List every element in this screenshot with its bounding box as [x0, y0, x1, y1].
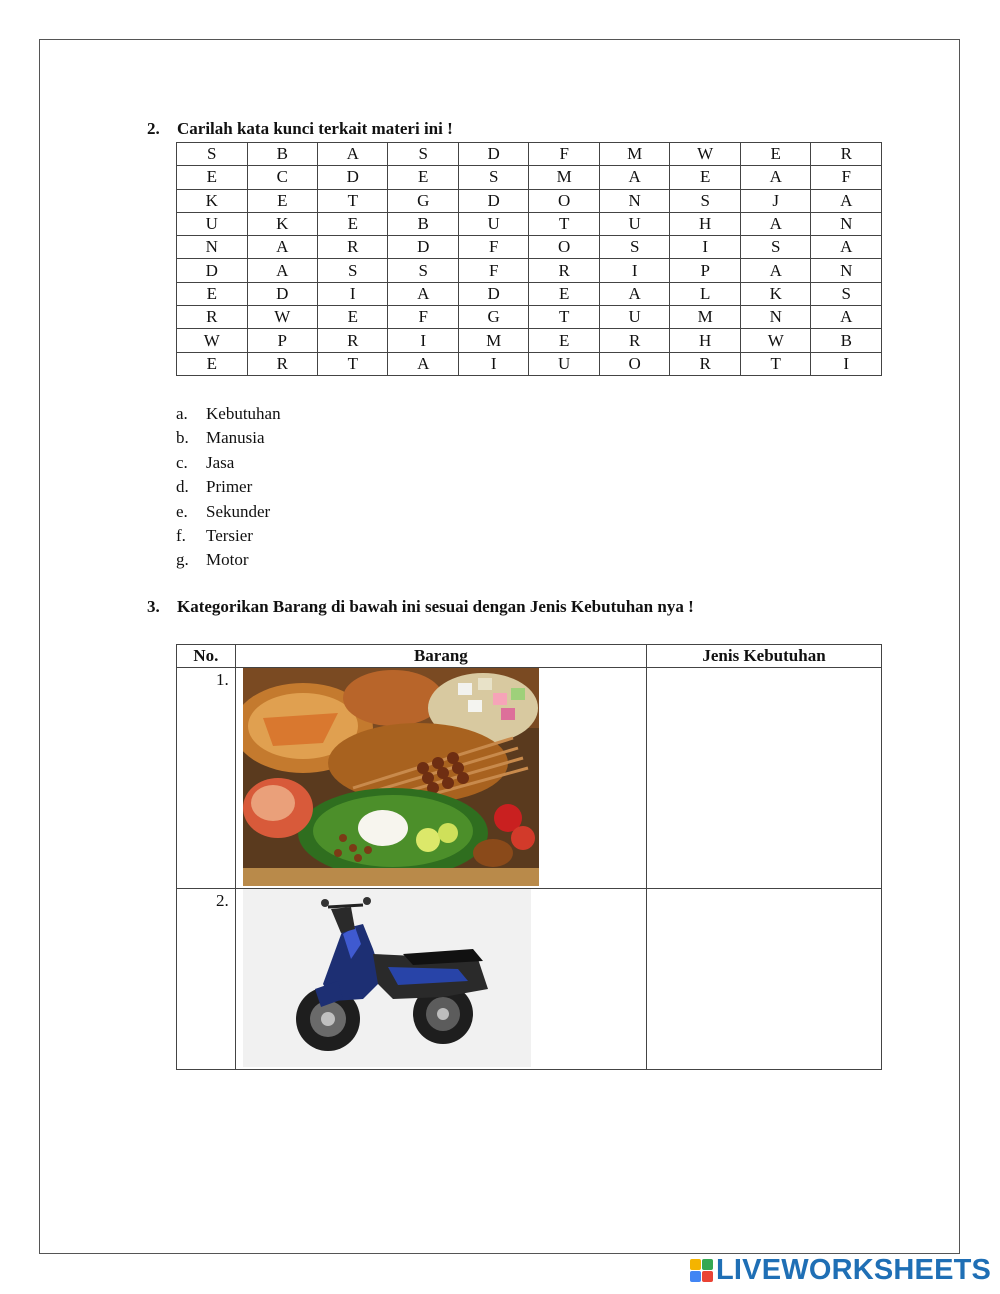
- grid-letter-cell[interactable]: F: [388, 306, 458, 329]
- grid-letter-cell[interactable]: D: [247, 282, 318, 305]
- grid-letter-cell[interactable]: I: [458, 352, 529, 375]
- grid-letter-cell[interactable]: M: [529, 166, 600, 189]
- grid-letter-cell[interactable]: S: [388, 143, 458, 166]
- grid-letter-cell[interactable]: R: [247, 352, 318, 375]
- grid-letter-cell[interactable]: R: [318, 329, 388, 352]
- grid-row: [177, 236, 882, 259]
- grid-letter-cell[interactable]: E: [177, 166, 248, 189]
- logo-blocks-icon: [690, 1259, 713, 1282]
- grid-row: [177, 282, 882, 305]
- grid-letter-cell[interactable]: I: [599, 259, 670, 282]
- grid-letter-cell[interactable]: W: [740, 329, 811, 352]
- logo-text: LIVEWORKSHEETS: [716, 1253, 992, 1286]
- list-item: [176, 524, 281, 548]
- grid-letter-cell[interactable]: E: [318, 306, 388, 329]
- list-item: [176, 548, 281, 572]
- food-platter-image: [243, 668, 539, 886]
- grid-letter-cell[interactable]: E: [177, 352, 248, 375]
- grid-letter-cell[interactable]: O: [529, 236, 600, 259]
- list-item-letter: e.: [176, 501, 188, 521]
- grid-letter-cell[interactable]: S: [599, 236, 670, 259]
- list-item: [176, 475, 281, 499]
- grid-letter-cell[interactable]: E: [529, 282, 600, 305]
- grid-letter-cell[interactable]: E: [670, 166, 741, 189]
- grid-letter-cell[interactable]: A: [247, 236, 318, 259]
- header-no: No.: [177, 645, 236, 668]
- grid-letter-cell[interactable]: D: [177, 259, 248, 282]
- grid-letter-cell[interactable]: S: [811, 282, 882, 305]
- grid-letter-cell[interactable]: A: [599, 282, 670, 305]
- list-item: [176, 426, 281, 450]
- grid-letter-cell[interactable]: O: [599, 352, 670, 375]
- grid-letter-cell[interactable]: A: [599, 166, 670, 189]
- question-2-title: [147, 119, 453, 139]
- question-2-text: Carilah kata kunci terkait materi ini !: [177, 119, 453, 138]
- grid-letter-cell[interactable]: S: [458, 166, 529, 189]
- keyword-list: [176, 402, 281, 573]
- list-item-word: Primer: [206, 477, 253, 497]
- list-item: [176, 451, 281, 475]
- grid-letter-cell[interactable]: J: [740, 189, 811, 212]
- grid-row: [177, 166, 882, 189]
- grid-letter-cell[interactable]: M: [458, 329, 529, 352]
- question-3-number: 3.: [147, 597, 160, 616]
- grid-letter-cell[interactable]: M: [599, 143, 670, 166]
- list-item-word: Kebutuhan: [206, 404, 281, 423]
- grid-row: [177, 212, 882, 235]
- list-item: [176, 500, 281, 524]
- grid-letter-cell[interactable]: E: [247, 189, 318, 212]
- category-table: [176, 644, 882, 1070]
- grid-letter-cell[interactable]: U: [529, 352, 600, 375]
- grid-letter-cell[interactable]: I: [811, 352, 882, 375]
- grid-letter-cell[interactable]: H: [670, 329, 741, 352]
- grid-letter-cell[interactable]: O: [529, 189, 600, 212]
- grid-letter-cell[interactable]: S: [388, 259, 458, 282]
- header-jenis-kebutuhan: Jenis Kebutuhan: [647, 645, 882, 668]
- grid-letter-cell[interactable]: R: [177, 306, 248, 329]
- grid-letter-cell[interactable]: R: [318, 236, 388, 259]
- list-item-word: Jasa: [206, 452, 235, 472]
- grid-letter-cell[interactable]: T: [740, 352, 811, 375]
- grid-letter-cell[interactable]: E: [177, 282, 248, 305]
- grid-letter-cell[interactable]: C: [247, 166, 318, 189]
- list-item-letter: d.: [176, 477, 189, 497]
- grid-letter-cell[interactable]: N: [740, 306, 811, 329]
- list-item-letter: b.: [176, 428, 189, 448]
- grid-letter-cell[interactable]: F: [811, 166, 882, 189]
- question-3-title: [147, 597, 694, 617]
- grid-letter-cell[interactable]: B: [811, 329, 882, 352]
- grid-letter-cell[interactable]: D: [458, 189, 529, 212]
- grid-letter-cell[interactable]: R: [670, 352, 741, 375]
- grid-row: [177, 306, 882, 329]
- liveworksheets-logo: [690, 1254, 991, 1286]
- grid-letter-cell[interactable]: T: [318, 189, 388, 212]
- grid-letter-cell[interactable]: A: [388, 352, 458, 375]
- grid-letter-cell[interactable]: P: [247, 329, 318, 352]
- grid-letter-cell[interactable]: E: [529, 329, 600, 352]
- grid-letter-cell[interactable]: K: [247, 212, 318, 235]
- grid-letter-cell[interactable]: A: [811, 189, 882, 212]
- grid-letter-cell[interactable]: W: [177, 329, 248, 352]
- row-number: 2.: [177, 889, 236, 1070]
- grid-letter-cell[interactable]: P: [670, 259, 741, 282]
- grid-letter-cell[interactable]: A: [247, 259, 318, 282]
- list-item-letter: c.: [176, 452, 188, 472]
- list-item-letter: g.: [176, 550, 189, 570]
- grid-letter-cell[interactable]: N: [811, 212, 882, 235]
- grid-letter-cell[interactable]: E: [388, 166, 458, 189]
- grid-letter-cell[interactable]: R: [811, 143, 882, 166]
- barang-cell: [235, 889, 646, 1070]
- header-barang: Barang: [235, 645, 646, 668]
- grid-letter-cell[interactable]: M: [670, 306, 741, 329]
- grid-letter-cell[interactable]: S: [318, 259, 388, 282]
- grid-letter-cell[interactable]: A: [740, 212, 811, 235]
- list-item: [176, 402, 281, 426]
- word-search-grid: [176, 142, 882, 376]
- grid-letter-cell[interactable]: B: [247, 143, 318, 166]
- grid-letter-cell[interactable]: T: [529, 306, 600, 329]
- grid-letter-cell[interactable]: F: [529, 143, 600, 166]
- grid-letter-cell[interactable]: N: [811, 259, 882, 282]
- grid-letter-cell[interactable]: G: [458, 306, 529, 329]
- grid-letter-cell[interactable]: W: [670, 143, 741, 166]
- category-table-header: [177, 645, 882, 668]
- grid-letter-cell[interactable]: F: [458, 259, 529, 282]
- grid-letter-cell[interactable]: E: [740, 143, 811, 166]
- grid-letter-cell[interactable]: K: [740, 282, 811, 305]
- grid-letter-cell[interactable]: T: [318, 352, 388, 375]
- table-row: [177, 668, 882, 889]
- grid-letter-cell[interactable]: N: [177, 236, 248, 259]
- jenis-kebutuhan-answer-cell[interactable]: [647, 889, 882, 1070]
- grid-letter-cell[interactable]: A: [388, 282, 458, 305]
- list-item-word: Sekunder: [206, 501, 271, 521]
- barang-cell: [235, 668, 646, 889]
- grid-letter-cell[interactable]: R: [599, 329, 670, 352]
- grid-letter-cell[interactable]: U: [458, 212, 529, 235]
- list-item-letter: f.: [176, 525, 186, 545]
- grid-letter-cell[interactable]: A: [811, 236, 882, 259]
- grid-letter-cell[interactable]: D: [318, 166, 388, 189]
- grid-letter-cell[interactable]: K: [177, 189, 248, 212]
- row-number: 1.: [177, 668, 236, 889]
- grid-letter-cell[interactable]: T: [529, 212, 600, 235]
- grid-letter-cell[interactable]: D: [388, 236, 458, 259]
- question-2-number: 2.: [147, 119, 160, 138]
- grid-letter-cell[interactable]: S: [670, 189, 741, 212]
- grid-letter-cell[interactable]: S: [740, 236, 811, 259]
- grid-letter-cell[interactable]: D: [458, 282, 529, 305]
- table-row: [177, 889, 882, 1070]
- grid-letter-cell[interactable]: A: [811, 306, 882, 329]
- grid-letter-cell[interactable]: S: [177, 143, 248, 166]
- motor-scooter-image: [243, 889, 531, 1067]
- jenis-kebutuhan-answer-cell[interactable]: [647, 668, 882, 889]
- grid-letter-cell[interactable]: A: [740, 166, 811, 189]
- grid-row: [177, 329, 882, 352]
- list-item-word: Motor: [206, 550, 249, 570]
- grid-letter-cell[interactable]: I: [318, 282, 388, 305]
- grid-letter-cell[interactable]: H: [670, 212, 741, 235]
- grid-letter-cell[interactable]: N: [599, 189, 670, 212]
- grid-letter-cell[interactable]: R: [529, 259, 600, 282]
- grid-letter-cell[interactable]: A: [318, 143, 388, 166]
- grid-row: [177, 352, 882, 375]
- grid-letter-cell[interactable]: L: [670, 282, 741, 305]
- grid-row: [177, 143, 882, 166]
- list-item-word: Tersier: [206, 525, 253, 545]
- grid-letter-cell[interactable]: G: [388, 189, 458, 212]
- grid-letter-cell[interactable]: I: [388, 329, 458, 352]
- grid-letter-cell[interactable]: E: [318, 212, 388, 235]
- list-item-word: Manusia: [206, 428, 265, 448]
- grid-letter-cell[interactable]: I: [670, 236, 741, 259]
- grid-row: [177, 259, 882, 282]
- grid-letter-cell[interactable]: A: [740, 259, 811, 282]
- grid-letter-cell[interactable]: D: [458, 143, 529, 166]
- grid-letter-cell[interactable]: U: [177, 212, 248, 235]
- list-item-letter: a.: [176, 404, 188, 423]
- grid-letter-cell[interactable]: B: [388, 212, 458, 235]
- grid-letter-cell[interactable]: F: [458, 236, 529, 259]
- grid-letter-cell[interactable]: U: [599, 306, 670, 329]
- question-3-text: Kategorikan Barang di bawah ini sesuai dengan Jenis Kebutuhan nya !: [177, 597, 694, 616]
- grid-row: [177, 189, 882, 212]
- grid-letter-cell[interactable]: U: [599, 212, 670, 235]
- grid-letter-cell[interactable]: W: [247, 306, 318, 329]
